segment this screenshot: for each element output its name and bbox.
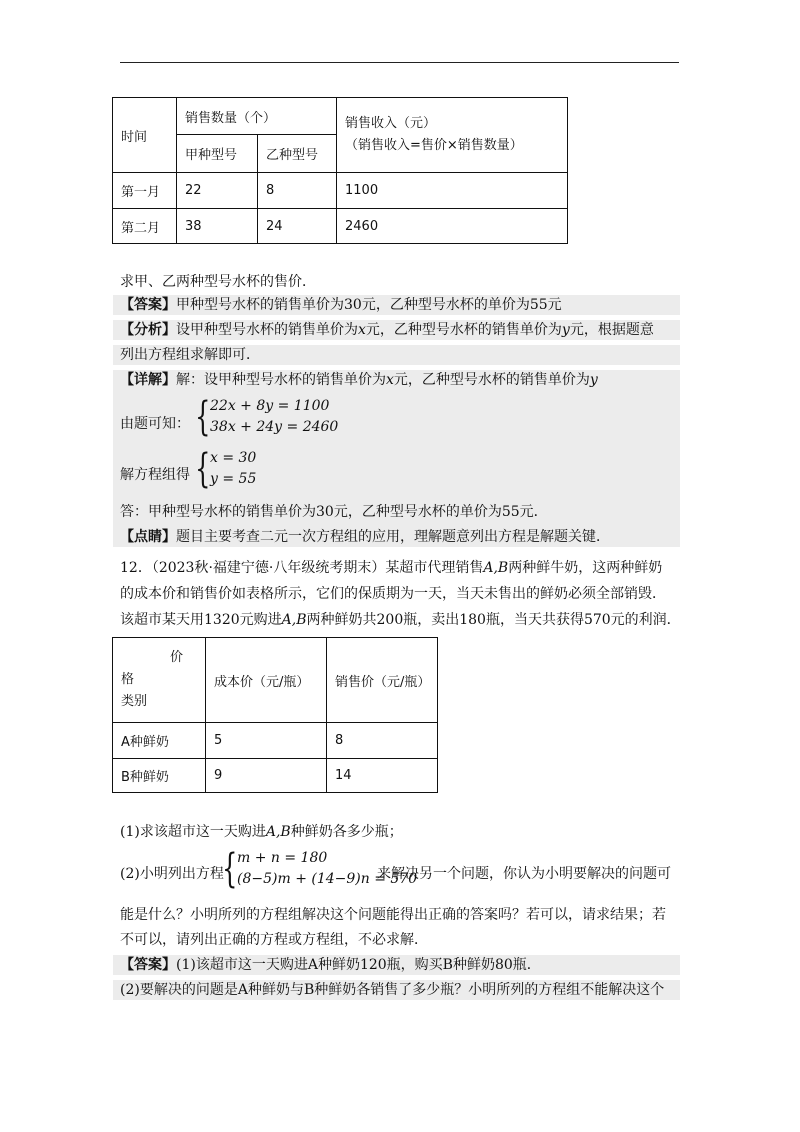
income-header — [337, 98, 568, 173]
analysis-text: 元，根据题意 — [569, 322, 654, 338]
q12-header-text: 12．（2023秋·福建宁德·八年级统考期末）某超市代理销售 — [120, 560, 484, 576]
cell-price: 8 — [327, 723, 438, 759]
answer-text: 甲种型号水杯的销售单价为30元，乙种型号水杯的单价为55元 — [176, 297, 562, 313]
question-text: 求甲、乙两种型号水杯的售价． — [120, 274, 316, 290]
q12-header-text: 两种鲜牛奶，这两种鲜奶 — [508, 560, 663, 576]
cell-a: 38 — [177, 209, 258, 244]
solution-2: y = 55 — [210, 471, 257, 487]
row-label: B种鲜奶 — [113, 759, 206, 793]
cell-b: 8 — [258, 173, 337, 209]
table-row — [113, 209, 568, 244]
sub-question-2-line2: 能是什么？小明所列的方程组解决这个问题能得出正确的答案吗？若可以，请求结果；若 — [120, 907, 666, 923]
equation-a: m + n = 180 — [237, 850, 328, 866]
model-a-header: 甲种型号 — [177, 135, 258, 173]
analysis-text: 设甲种型号水杯的销售单价为 — [176, 322, 358, 338]
model-b-header: 乙种型号 — [258, 135, 337, 173]
sub-question-1 — [120, 822, 403, 842]
row-label: 第一月 — [113, 173, 177, 209]
cell-cost: 9 — [206, 759, 327, 793]
cost-header: 成本价（元/瓶） — [206, 638, 327, 723]
analysis-tag: 【分析】 — [120, 322, 176, 338]
table-row — [113, 173, 568, 209]
var-ab: A,B — [281, 612, 307, 628]
q12-line3-text: 该超市某天用1320元购进 — [120, 612, 282, 628]
cell-income: 2460 — [337, 209, 568, 244]
cell-b: 24 — [258, 209, 337, 244]
comment-line — [113, 527, 680, 547]
price-header: 销售价（元/瓶） — [327, 638, 438, 723]
time-header: 时间 — [113, 98, 177, 173]
cell-income: 1100 — [337, 173, 568, 209]
detail-text: 元，乙种型号水杯的销售单价为 — [393, 372, 590, 388]
given-label: 由题可知： — [120, 416, 190, 432]
answer-tag: 【答案】 — [120, 297, 176, 313]
corner-bottom: 类别 — [121, 694, 148, 709]
sub-question-2-text: 来解决另一个问题，你认为小明要解决的问题可 — [377, 866, 671, 882]
q12-answer-2: (2)要解决的问题是A种鲜奶与B种鲜奶各销售了多少瓶？小明所列的方程组不能解决这个 — [113, 980, 680, 1000]
equation-2: 38x + 24y = 2460 — [210, 419, 339, 435]
q12-header — [120, 558, 662, 578]
sales-table — [112, 97, 568, 244]
answer-tag: 【答案】 — [120, 957, 176, 973]
q12-line3 — [120, 610, 681, 630]
answer-line — [113, 295, 680, 315]
income-title: 销售收入（元） — [345, 116, 437, 131]
cell-price: 14 — [327, 759, 438, 793]
brace-icon: { — [195, 446, 211, 492]
var-ab: A,B — [265, 824, 291, 840]
analysis-line — [113, 320, 680, 340]
quantity-header: 销售数量（个） — [177, 98, 337, 135]
q12-line3-text: 两种鲜奶共200瓶，卖出180瓶，当天共获得570元的利润． — [306, 612, 681, 628]
solutions — [210, 448, 256, 490]
comment-text: 题目主要考查二元一次方程组的应用，理解题意列出方程是解题关键． — [176, 529, 610, 545]
equation-b: (8−5)m + (14−9)n = 570 — [237, 871, 418, 887]
var-y: y — [589, 372, 598, 388]
brace-icon: { — [222, 846, 238, 892]
q12-line2: 的成本价和销售价如表格所示，它们的保质期为一天，当天未售出的鲜奶必须全部销毁． — [120, 586, 666, 602]
corner-cell — [113, 638, 206, 723]
solve-label: 解方程组得 — [120, 467, 190, 483]
sub1-text: 种鲜奶各多少瓶； — [290, 824, 403, 840]
var-x: x — [358, 322, 366, 338]
detail-text: 解：设甲种型号水杯的销售单价为 — [176, 372, 386, 388]
corner-top: 价 — [169, 650, 183, 665]
var-x: x — [386, 372, 394, 388]
q12-answer-1 — [113, 955, 680, 975]
corner-mid: 格 — [121, 672, 135, 687]
equations — [210, 396, 338, 438]
answer-text: (1)该超市这一天购进A种鲜奶120瓶，购买B种鲜奶80瓶． — [176, 957, 541, 973]
sub-question-2-line3: 不可以，请列出正确的方程或方程组，不必求解． — [120, 932, 428, 948]
detail-tag: 【详解】 — [120, 372, 176, 388]
analysis-line-2: 列出方程组求解即可． — [113, 345, 680, 365]
header-rule — [120, 62, 679, 63]
var-y: y — [561, 322, 570, 338]
brace-icon: { — [195, 394, 211, 440]
comment-tag: 【点睛】 — [120, 529, 176, 545]
cell-cost: 5 — [206, 723, 327, 759]
sub1-text: (1)求该超市这一天购进 — [120, 824, 266, 840]
equation-1: 22x + 8y = 1100 — [210, 398, 330, 414]
milk-table — [112, 637, 438, 793]
row-label: A种鲜奶 — [113, 723, 206, 759]
var-ab: A,B — [483, 560, 509, 576]
sub-question-2-label: (2)小明列出方程 — [120, 866, 224, 882]
row-label: 第二月 — [113, 209, 177, 244]
solution-1: x = 30 — [210, 450, 257, 466]
final-answer: 答：甲种型号水杯的销售单价为30元，乙种型号水杯的单价为55元． — [113, 502, 680, 522]
income-note: （销售收入=售价×销售数量） — [345, 138, 523, 153]
table-row — [113, 759, 438, 793]
analysis-text: 元，乙种型号水杯的销售单价为 — [365, 322, 562, 338]
table-row — [113, 723, 438, 759]
cell-a: 22 — [177, 173, 258, 209]
